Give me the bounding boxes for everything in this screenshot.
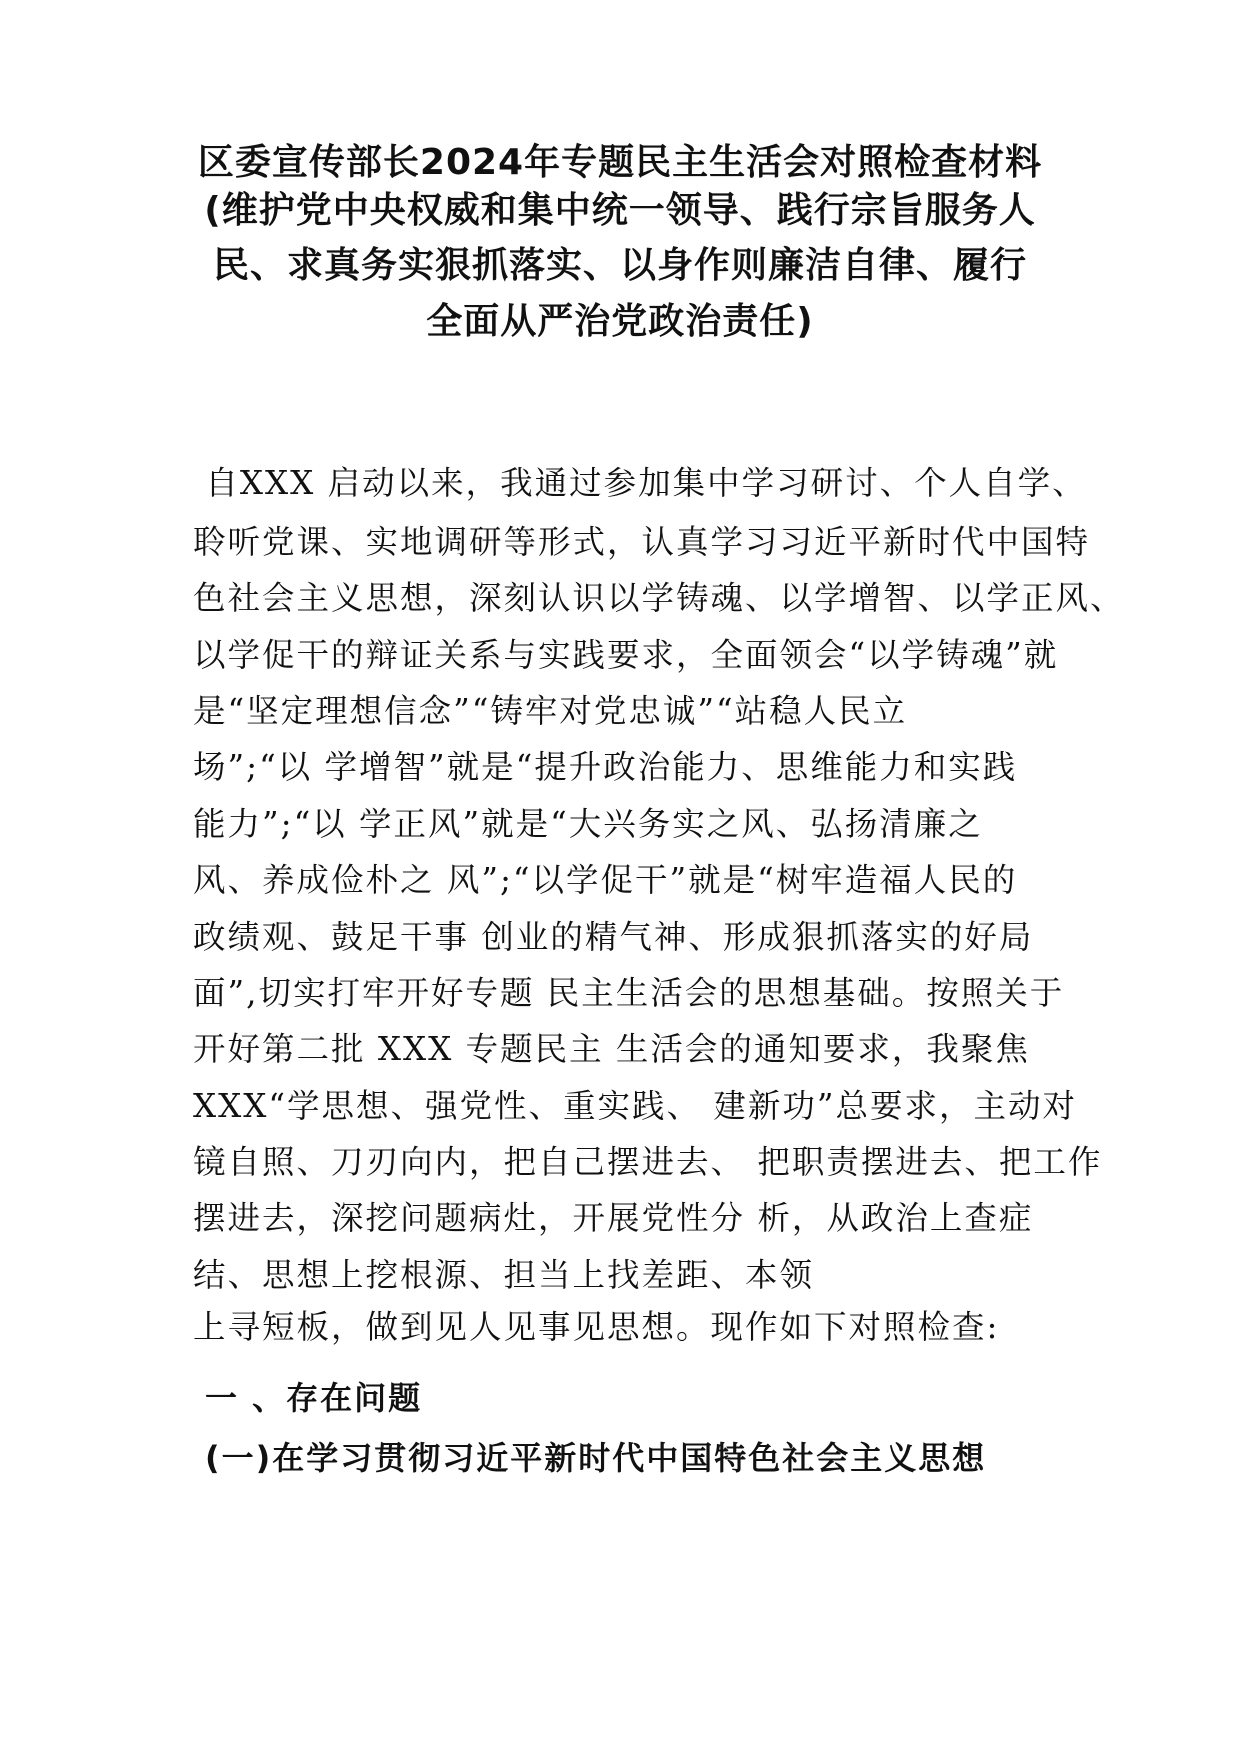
body-text-line: 面”,切实打牢开好专题 民主生活会的思想基础。按照关于 <box>193 974 1065 1012</box>
body-text-line: 结、思想上挖根源、担当上找差距、本领 <box>193 1256 815 1294</box>
document-title-line-3: 民、求真务实狠抓落实、以身作则廉洁自律、履行 <box>212 245 1027 286</box>
document-title-line-4: 全面从严治党政治责任) <box>426 301 814 342</box>
document-title-line-2: (维护党中央权威和集中统一领导、践行宗旨服务人 <box>204 190 1036 231</box>
body-text-line: 摆进去，深挖问题病灶，开展党性分 析，从政治上查症 <box>193 1199 1034 1237</box>
body-text-line: 镜自照、刀刃向内，把自己摆进去、 把职责摆进去、把工作 <box>193 1143 1103 1181</box>
body-text-line: 自XXX 启动以来，我通过参加集中学习研讨、个人自学、 <box>193 464 1087 502</box>
body-text-line: 风、养成俭朴之 风”;“以学促干”就是“树牢造福人民的 <box>193 861 1018 899</box>
document-title-line-1: 区委宣传部长2024年专题民主生活会对照检查材料 <box>197 142 1043 183</box>
subsection-heading: (一)在学习贯彻习近平新时代中国特色社会主义思想 <box>205 1439 987 1477</box>
section-heading: 一 、存在问题 <box>205 1379 423 1417</box>
body-text-line: XXX“学思想、强党性、重实践、 建新功”总要求，主动对 <box>193 1087 1077 1125</box>
body-text-line: 色社会主义思想，深刻认识以学铸魂、以学增智、以学正风、 <box>193 579 1125 617</box>
body-text-line: 上寻短板，做到见人见事见思想。现作如下对照检查: <box>193 1308 1000 1346</box>
body-text-line: 能力”;“以 学正风”就是“大兴务实之风、弘扬清廉之 <box>193 805 983 843</box>
body-text-line: 场”;“以 学增智”就是“提升政治能力、思维能力和实践 <box>193 748 1018 786</box>
body-text-line: 是“坚定理想信念”“铸牢对党忠诚”“站稳人民立 <box>193 692 908 730</box>
body-text-line: 政绩观、鼓足干事 创业的精气神、形成狠抓落实的好局 <box>193 918 1034 956</box>
body-text-line: 以学促干的辩证关系与实践要求，全面领会“以学铸魂”就 <box>193 636 1059 674</box>
body-text-line: 开好第二批 XXX 专题民主 生活会的通知要求，我聚焦 <box>193 1030 1030 1068</box>
body-text-line: 聆听党课、实地调研等形式，认真学习习近平新时代中国特 <box>193 523 1091 561</box>
